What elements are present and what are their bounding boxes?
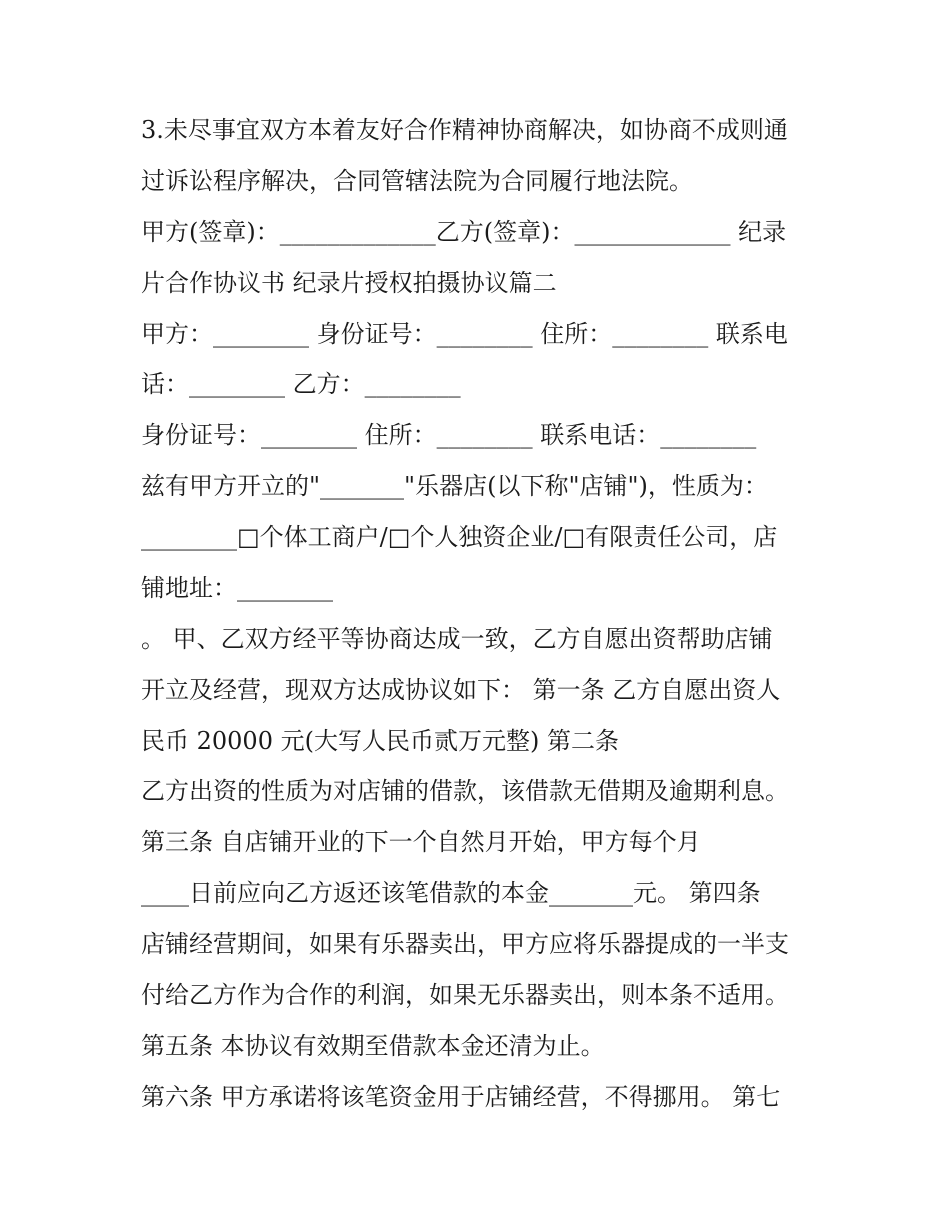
text-line: 铺地址：________ [141, 574, 333, 602]
text-line: 店铺经营期间，如果有乐器卖出，甲方应将乐器提成的一半支 [141, 930, 789, 958]
text-line: 第三条 自店铺开业的下一个自然月开始，甲方每个月 [141, 828, 701, 856]
text-line: ________□个体工商户/□个人独资企业/□有限责任公司，店 [141, 523, 778, 551]
text-line: 片合作协议书 纪录片授权拍摄协议篇二 [141, 269, 557, 297]
text-line: 民币 20000 元(大写人民币贰万元整) 第二条 [141, 727, 619, 755]
text-line: 甲方：________ 身份证号：________ 住所：________ 联系电 [141, 320, 788, 348]
text-line: 话：________ 乙方：________ [141, 370, 461, 398]
text-line: 甲方(签章)：_____________乙方(签章)：_____________ 纪录 [141, 218, 787, 246]
text-line: 过诉讼程序解决，合同管辖法院为合同履行地法院。 [141, 167, 693, 195]
text-line: 第六条 甲方承诺将该笔资金用于店铺经营，不得挪用。 第七 [141, 1083, 781, 1111]
text-line: 开立及经营，现双方达成协议如下： 第一条 乙方自愿出资人 [141, 676, 781, 704]
text-line: 。 甲、乙双方经平等协商达成一致，乙方自愿出资帮助店铺 [141, 625, 773, 653]
text-line: 第五条 本协议有效期至借款本金还清为止。 [141, 1032, 605, 1060]
text-line: ____日前应向乙方返还该笔借款的本金_______元。 第四条 [141, 879, 761, 907]
text-line: 付给乙方作为合作的利润，如果无乐器卖出，则本条不适用。 [141, 981, 789, 1009]
text-line: 3.未尽事宜双方本着友好合作精神协商解决，如协商不成则通 [141, 116, 788, 144]
text-line: 乙方出资的性质为对店铺的借款，该借款无借期及逾期利息。 [141, 777, 789, 805]
text-line: 兹有甲方开立的"_______"乐器店(以下称"店铺")，性质为： [141, 472, 768, 500]
text-line: 身份证号：________ 住所：________ 联系电话：________ [141, 421, 757, 449]
